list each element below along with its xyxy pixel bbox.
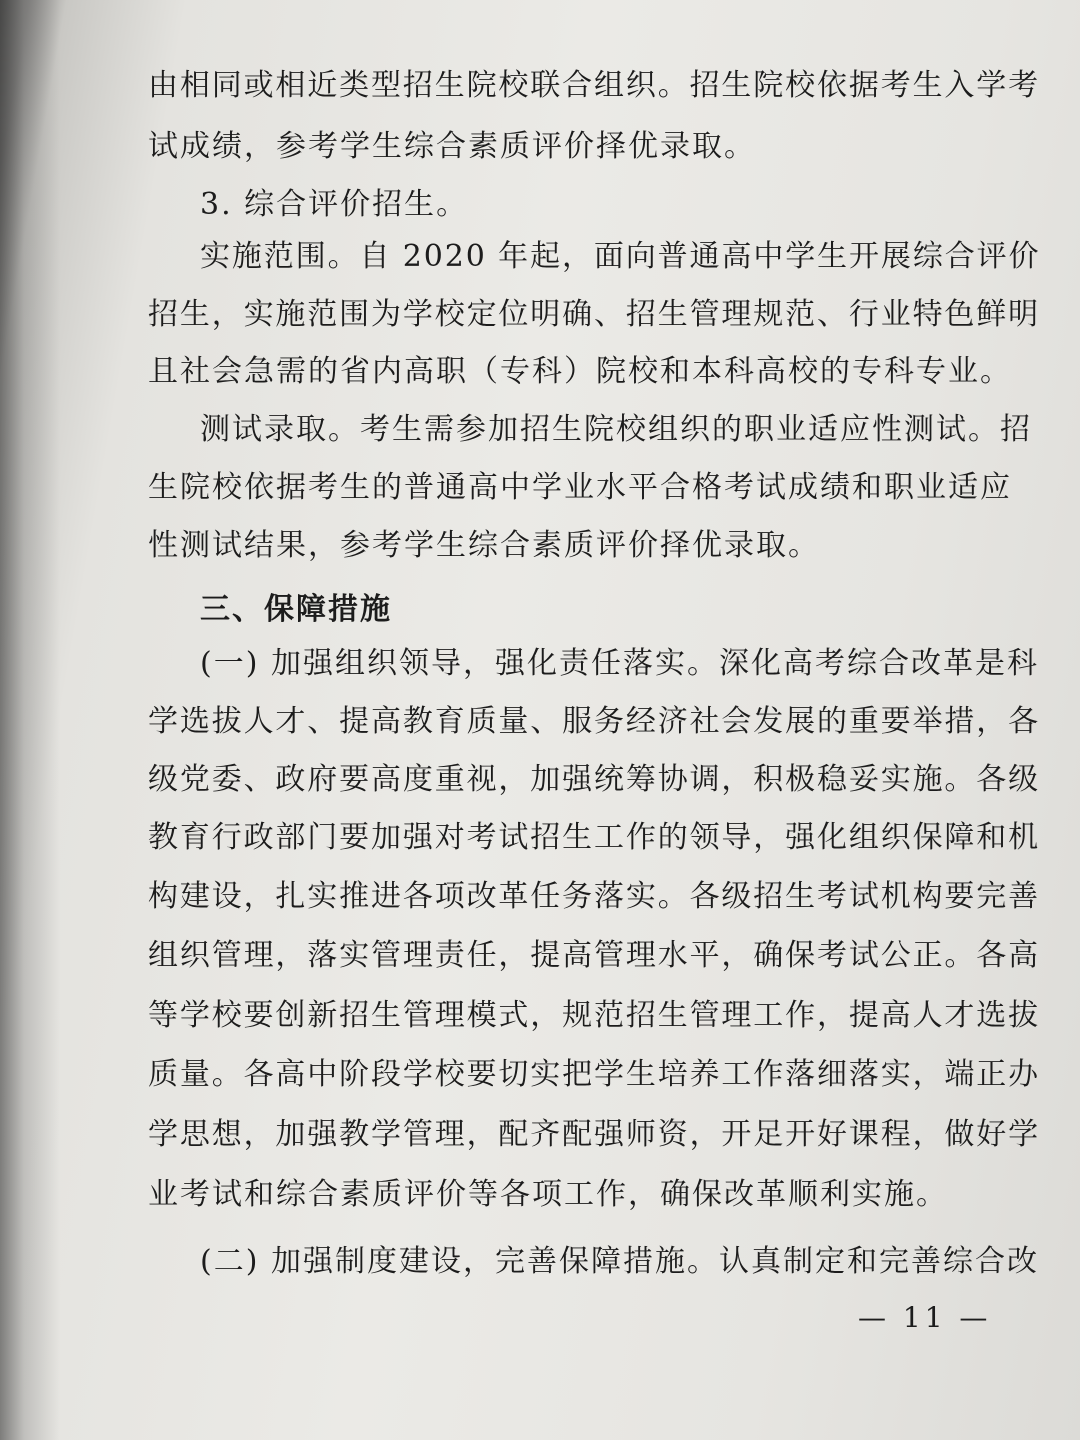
text-line: 且社会急需的省内高职（专科）院校和本科高校的专科专业。 [148, 354, 1012, 389]
text-line: 生院校依据考生的普通高中学业水平合格考试成绩和职业适应 [148, 470, 1012, 505]
text-line: 3. 综合评价招生。 [200, 187, 469, 222]
text-line: 由相同或相近类型招生院校联合组织。招生院校依据考生入学考 [148, 68, 1040, 103]
text-line: 组织管理，落实管理责任，提高管理水平，确保考试公正。各高 [148, 938, 1040, 973]
text-line: 教育行政部门要加强对考试招生工作的领导，强化组织保障和机 [148, 820, 1040, 855]
text-line: 质量。各高中阶段学校要切实把学生培养工作落细落实，端正办 [148, 1057, 1040, 1092]
text-line: (二) 加强制度建设，完善保障措施。认真制定和完善综合改 [200, 1244, 1039, 1279]
text-line: 性测试结果，参考学生综合素质评价择优录取。 [148, 528, 820, 563]
text-line: 构建设，扎实推进各项改革任务落实。各级招生考试机构要完善 [148, 879, 1040, 914]
text-line: 测试录取。考生需参加招生院校组织的职业适应性测试。招 [200, 412, 1032, 447]
text-line: 学选拔人才、提高教育质量、服务经济社会发展的重要举措，各 [148, 704, 1040, 739]
text-line: 实施范围。自 2020 年起，面向普通高中学生开展综合评价 [200, 239, 1041, 274]
text-line: (一) 加强组织领导，强化责任落实。深化高考综合改革是科 [200, 646, 1039, 681]
page-number: — 11 — [858, 1301, 992, 1334]
section-heading: 三、保障措施 [200, 592, 392, 627]
text-line: 业考试和综合素质评价等各项工作，确保改革顺利实施。 [148, 1177, 948, 1212]
text-line: 等学校要创新招生管理模式，规范招生管理工作，提高人才选拔 [148, 998, 1040, 1033]
text-line: 试成绩，参考学生综合素质评价择优录取。 [148, 129, 756, 164]
text-line: 招生，实施范围为学校定位明确、招生管理规范、行业特色鲜明 [148, 297, 1040, 332]
text-line: 学思想，加强教学管理，配齐配强师资，开足开好课程，做好学 [148, 1117, 1040, 1152]
text-line: 级党委、政府要高度重视，加强统筹协调，积极稳妥实施。各级 [148, 762, 1040, 797]
